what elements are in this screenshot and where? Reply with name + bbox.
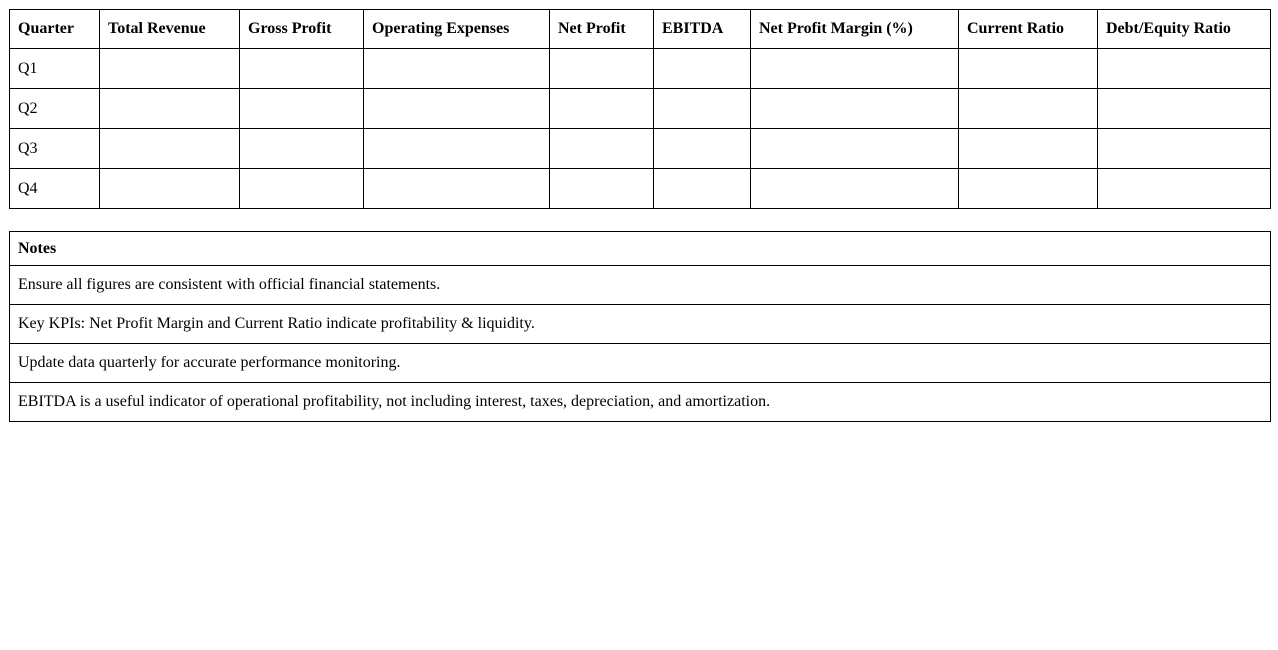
empty-data-cell (959, 129, 1098, 169)
quarter-label-cell: Q3 (10, 129, 100, 169)
note-text: Ensure all figures are consistent with official financial statements. (10, 266, 1271, 305)
quarter-label-cell: Q2 (10, 89, 100, 129)
empty-data-cell (240, 49, 364, 89)
empty-data-cell (1098, 129, 1271, 169)
note-row (10, 383, 1271, 422)
note-row (10, 344, 1271, 383)
empty-data-cell (100, 129, 240, 169)
empty-data-cell (100, 169, 240, 209)
note-text: Update data quarterly for accurate performance monitoring. (10, 344, 1271, 383)
empty-data-cell (654, 169, 751, 209)
column-header-gross-profit: Gross Profit (240, 10, 364, 49)
note-row (10, 266, 1271, 305)
empty-data-cell (654, 49, 751, 89)
empty-data-cell (654, 89, 751, 129)
empty-data-cell (364, 169, 550, 209)
empty-data-cell (751, 49, 959, 89)
notes-table (9, 231, 1271, 422)
empty-data-cell (654, 129, 751, 169)
empty-data-cell (1098, 169, 1271, 209)
table-row-q4 (10, 169, 1271, 209)
note-text: EBITDA is a useful indicator of operational profitability, not including interest, taxes, depreciation, and amortization. (10, 383, 1271, 422)
column-header-operating-expenses: Operating Expenses (364, 10, 550, 49)
table-row-q1 (10, 49, 1271, 89)
empty-data-cell (364, 129, 550, 169)
empty-data-cell (100, 49, 240, 89)
empty-data-cell (959, 89, 1098, 129)
empty-data-cell (959, 169, 1098, 209)
empty-data-cell (550, 49, 654, 89)
empty-data-cell (240, 89, 364, 129)
column-header-quarter: Quarter (10, 10, 100, 49)
empty-data-cell (1098, 89, 1271, 129)
empty-data-cell (550, 129, 654, 169)
column-header-net-profit-margin: Net Profit Margin (%) (751, 10, 959, 49)
notes-header-row (10, 232, 1271, 266)
quarter-label-cell: Q1 (10, 49, 100, 89)
column-header-debt-equity-ratio: Debt/Equity Ratio (1098, 10, 1271, 49)
empty-data-cell (240, 129, 364, 169)
empty-data-cell (364, 89, 550, 129)
empty-data-cell (751, 169, 959, 209)
quarter-label-cell: Q4 (10, 169, 100, 209)
empty-data-cell (240, 169, 364, 209)
empty-data-cell (751, 129, 959, 169)
note-text: Key KPIs: Net Profit Margin and Current Ratio indicate profitability & liquidity. (10, 305, 1271, 344)
empty-data-cell (550, 89, 654, 129)
quarterly-financials-table (9, 9, 1271, 209)
empty-data-cell (550, 169, 654, 209)
empty-data-cell (1098, 49, 1271, 89)
note-row (10, 305, 1271, 344)
table-row-q2 (10, 89, 1271, 129)
header-row (10, 10, 1271, 49)
column-header-net-profit: Net Profit (550, 10, 654, 49)
column-header-current-ratio: Current Ratio (959, 10, 1098, 49)
empty-data-cell (364, 49, 550, 89)
notes-title: Notes (10, 232, 1271, 266)
column-header-total-revenue: Total Revenue (100, 10, 240, 49)
column-header-ebitda: EBITDA (654, 10, 751, 49)
table-row-q3 (10, 129, 1271, 169)
empty-data-cell (751, 89, 959, 129)
empty-data-cell (100, 89, 240, 129)
empty-data-cell (959, 49, 1098, 89)
